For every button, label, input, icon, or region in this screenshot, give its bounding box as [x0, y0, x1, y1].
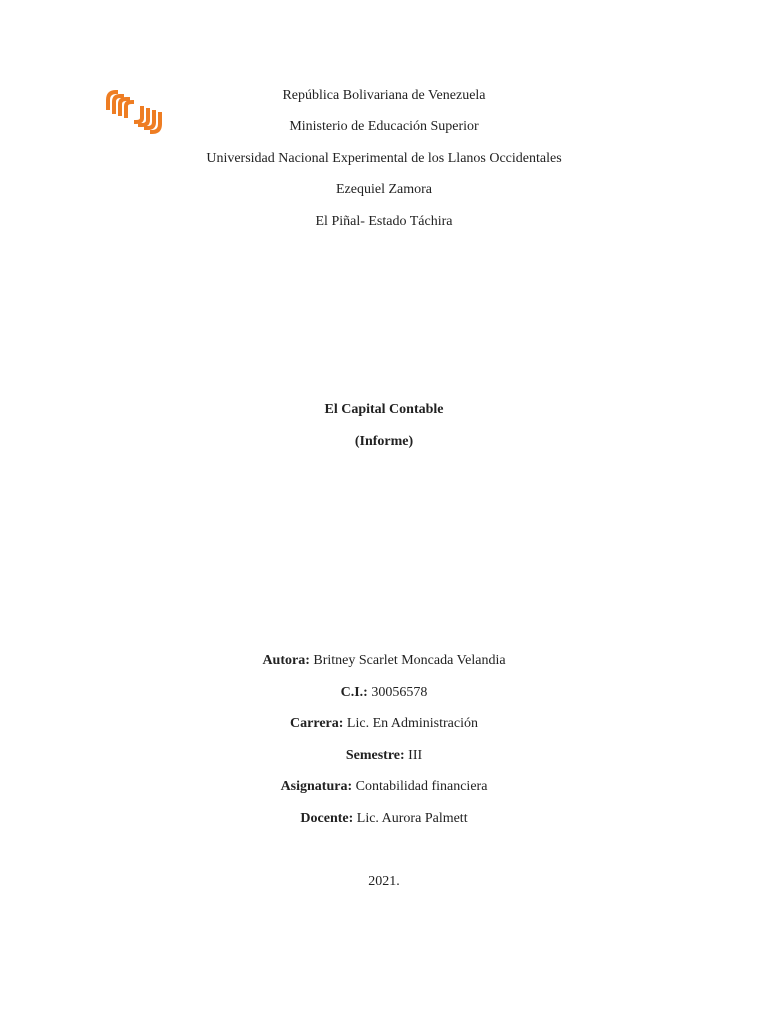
- header-university: Universidad Nacional Experimental de los Llanos Occidentales: [206, 151, 562, 166]
- document-year: 2021.: [368, 874, 400, 889]
- header-founder: Ezequiel Zamora: [335, 182, 432, 197]
- document-type: (Informe): [354, 434, 414, 449]
- header-republic: República Bolivariana de Venezuela: [282, 88, 486, 103]
- detail-semester: [0, 747, 768, 765]
- header-ministry: Ministerio de Educación Superior: [289, 119, 479, 134]
- detail-career: [0, 715, 768, 733]
- detail-value: Lic. En Administración: [343, 716, 478, 731]
- detail-author: [0, 652, 768, 670]
- detail-value: Lic. Aurora Palmett: [353, 811, 468, 826]
- detail-label: Asignatura:: [280, 779, 353, 794]
- detail-value: Contabilidad financiera: [352, 779, 488, 794]
- detail-label: Autora:: [262, 653, 310, 668]
- detail-teacher: [0, 810, 768, 828]
- detail-label: C.I.:: [340, 685, 368, 700]
- detail-label: Carrera:: [290, 716, 344, 731]
- detail-value: Britney Scarlet Moncada Velandia: [309, 653, 506, 668]
- document-title: El Capital Contable: [324, 402, 444, 417]
- detail-label: Semestre:: [345, 748, 405, 763]
- detail-id: [0, 684, 768, 702]
- detail-value: 30056578: [367, 685, 428, 700]
- detail-value: III: [404, 748, 423, 763]
- detail-label: Docente:: [300, 811, 354, 826]
- header-location: El Piñal- Estado Táchira: [315, 214, 453, 229]
- detail-subject: [0, 778, 768, 796]
